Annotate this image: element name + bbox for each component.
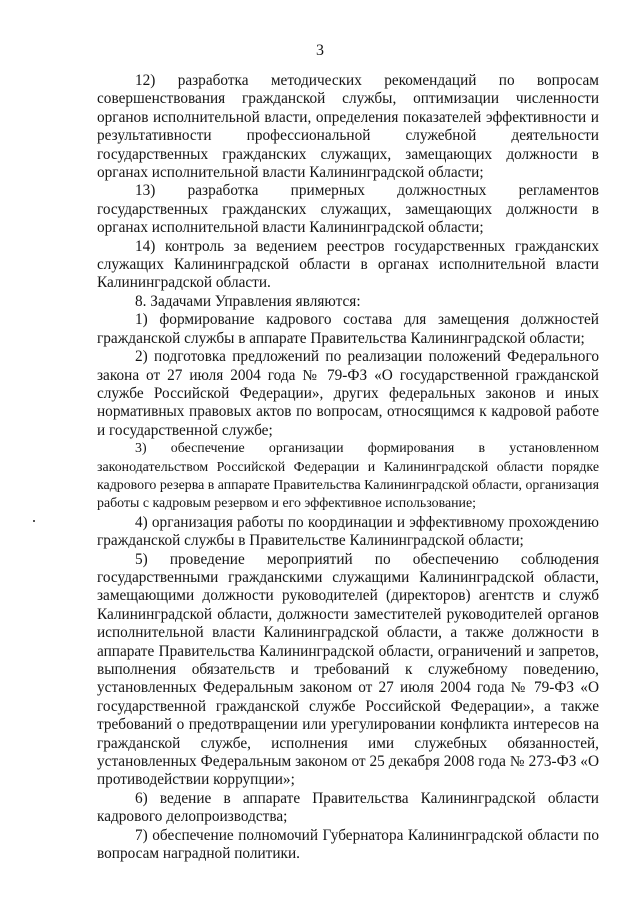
task-item-2: 2) подготовка предложений по реализации положений Федерального закона от 27 июля 2004 года № 79-ФЗ «О государственной гражданской службе Российской Федерации», других федеральных законов и иных нормативных правовых актов по вопросам, относящимся к кадровой работе и государственной службе; bbox=[97, 348, 599, 439]
document-body bbox=[97, 72, 599, 863]
section-8-heading: 8. Задачами Управления являются: bbox=[135, 292, 361, 310]
task-item-5: 5) проведение мероприятий по обеспечению соблюдения государственными гражданскими служащими Калининградской области, замещающими должности руководителей (директоров) агентств и служб Калининградской области, должности заместителей руководителей органов исполнительной власти Калининградской области, а также должности в аппарате Правительства Калининградской области, ограничений и запретов, выполнения обязательств и требований к служебному поведению, установленных Федеральным законом от 27 июля 2004 года № 79-ФЗ «О государственной гражданской службе Российской Федерации», а также требований о предотвращении или урегулировании конфликта интересов на гражданской службе, исполнения ими служебных обязанностей, установленных Федеральным законом от 25 декабря 2008 года № 273-ФЗ «О противодействии коррупции»; bbox=[97, 550, 599, 789]
task-item-4: 4) организация работы по координации и эффективному прохождению гражданской службы в Правительстве Калининградской области; bbox=[97, 513, 599, 550]
page-number: 3 bbox=[316, 42, 324, 59]
paragraph-item-14: 14) контроль за ведением реестров государственных гражданских служащих Калининградской области в органах исполнительной власти Калининградской области. bbox=[97, 237, 599, 292]
task-item-1: 1) формирование кадрового состава для замещения должностей гражданской службы в аппарате Правительства Калининградской области; bbox=[97, 311, 599, 347]
margin-mark bbox=[33, 520, 35, 522]
task-item-7: 7) обеспечение полномочий Губернатора Калининградской области по вопросам наградной политики. bbox=[97, 826, 599, 863]
task-item-3: 3) обеспечение организации формирования в установленном законодательством Российской Федерации и Калининградской области порядке кадрового резерва в аппарате Правительства Калининградской области, организация работы с кадровым резервом и его эффективное использование; bbox=[97, 441, 600, 512]
paragraph-item-12: 12) разработка методических рекомендаций по вопросам совершенствования гражданской службы, оптимизации численности органов исполнительной власти, определения показателей эффективности и результативности профессиональной служебной деятельности государственных гражданских служащих, замещающих должности в органах исполнительной власти Калининградской области; bbox=[97, 72, 599, 182]
task-item-6: 6) ведение в аппарате Правительства Калининградской области кадрового делопроизводства; bbox=[97, 789, 599, 826]
paragraph-item-13: 13) разработка примерных должностных регламентов государственных гражданских служащих, замещающих должности в органах исполнительной власти Калининградской области; bbox=[97, 182, 599, 237]
